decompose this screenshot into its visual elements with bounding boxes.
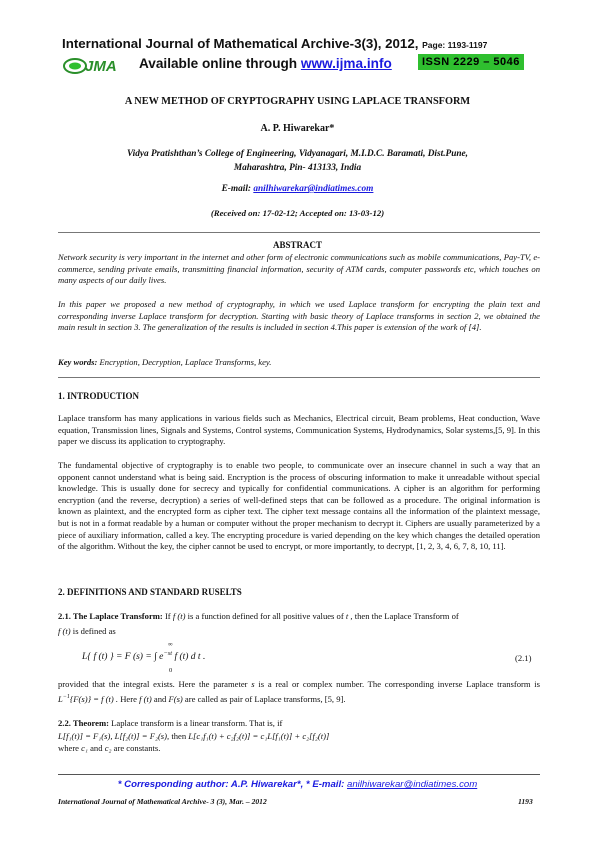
def-f-symbol-2: f (t) — [58, 626, 71, 636]
linearity-theorem — [58, 717, 540, 755]
email-link[interactable]: anilhiwarekar@indiatimes.com — [253, 184, 374, 194]
inverse-laplace-formula — [58, 694, 118, 704]
inv-and: and — [151, 693, 169, 704]
abstract-paragraph-1: Network security is very important in the internet and other form of electronic communications such as mobile communications, Pay-TV, e- commerce, sending private emails, transmitting financial information, security of ATM cards, computer passwords etc, which touches on many aspects of our daily lives. — [58, 252, 540, 286]
inv-f-symbol: f (t) — [139, 693, 152, 704]
def-text-c: , then the Laplace Transform of — [348, 611, 459, 621]
theorem-c2: c₂ — [104, 743, 112, 753]
journal-header — [62, 36, 542, 51]
theorem-and: and — [87, 743, 105, 753]
integral-lower-limit: 0 — [169, 667, 173, 674]
inv-text-c: Here — [118, 693, 140, 704]
divider-top — [58, 232, 540, 233]
footnote-divider — [58, 774, 540, 775]
inv-exp: −1 — [62, 694, 70, 700]
equation-2-1 — [82, 641, 206, 674]
theorem-text: Laplace transform is a linear transform. That is, if — [109, 718, 283, 728]
theorem-eq-1: L[f₁(t)] = F₁(s), L[f₂(t)] = F₂(s), — [58, 730, 170, 741]
author-affiliation — [0, 147, 595, 175]
def-text-d: is defined as — [70, 626, 116, 636]
affiliation-line-1: Vidya Pratishthan’s College of Engineering, Vidyanagari, M.I.D.C. Baramati, Dist.Pune, — [126, 149, 469, 159]
abstract-paragraph-2: In this paper we proposed a new method of cryptography, in which we used Laplace transform for encrypting the plain text and corresponding inverse Laplace transform for decryption. Starting with basic theory of Laplace transforms in section 2, we obtained the main result in section 3. The generalization of the results is included in section 4.This paper is extension of the work of [4]. — [58, 299, 540, 333]
journal-url-link[interactable]: www.ijma.info — [300, 56, 392, 71]
inv-L: L — [58, 693, 63, 704]
inv-text-a: provided that the integral exists. Here the parameter — [58, 679, 252, 689]
laplace-definition-label: 2.1. The Laplace Transform: — [58, 611, 163, 621]
definitions-heading: 2. DEFINITIONS AND STANDARD RUSELTS — [58, 587, 242, 597]
footnote-email-link[interactable]: anilhiwarekar@indiatimes.com — [346, 779, 478, 790]
abstract-heading: ABSTRACT — [272, 240, 322, 250]
equation-main: L{ f (t) } = F (s) = ∫ e — [82, 652, 164, 663]
equation-number: (2.1) — [515, 653, 532, 663]
ijma-logo — [62, 54, 138, 76]
footer-page-number: 1193 — [518, 797, 533, 806]
equation-end: f (t) d t . — [172, 652, 206, 663]
theorem-constants: are constants. — [111, 743, 161, 753]
def-t-symbol: t — [345, 611, 349, 621]
received-dates: (Received on: 17-02-12; Accepted on: 13-03-12) — [210, 208, 385, 218]
available-label: Available online through — [139, 56, 301, 71]
author-email — [0, 184, 595, 194]
integral-upper-limit: ∞ — [168, 641, 173, 648]
issn-badge: ISSN 2229 – 5046 — [418, 54, 524, 70]
availability-line — [62, 54, 542, 76]
laplace-definition — [58, 609, 540, 639]
footer-journal: International Journal of Mathematical Archive- 3 (3), Mar. – 2012 — [58, 797, 267, 806]
affiliation-line-2: Maharashtra, Pin- 413133, India — [233, 163, 362, 173]
def-text-b: is a function defined for all positive values of — [185, 611, 346, 621]
def-text-a: If — [162, 611, 173, 621]
intro-heading: 1. INTRODUCTION — [58, 391, 140, 401]
paper-author: A. P. Hiwarekar* — [260, 123, 335, 134]
paper-title: A NEW METHOD OF CRYPTOGRAPHY USING LAPLACE TRANSFORM — [124, 96, 471, 107]
inv-F-symbol: F(s) — [168, 693, 183, 704]
def-f-symbol: f (t) — [172, 611, 186, 621]
theorem-c1: c₁ — [81, 743, 88, 753]
theorem-label: 2.2. Theorem: — [58, 718, 109, 728]
theorem-where: where — [58, 743, 82, 753]
equation-exponent: −st — [163, 650, 173, 657]
journal-name: International Journal of Mathematical Archive-3(3), 2012, — [62, 36, 419, 51]
equation-body — [82, 652, 205, 662]
theorem-then: then — [169, 730, 189, 741]
inv-text-d: are called as pair of Laplace transforms, [5, 9]. — [182, 693, 346, 704]
keywords-text: Encryption, Decryption, Laplace Transforms, key. — [97, 357, 272, 367]
available-online — [139, 56, 392, 71]
page-range: Page: 1193-1197 — [422, 40, 488, 50]
divider-bottom — [58, 377, 540, 378]
inverse-laplace-text — [58, 678, 540, 706]
keywords-line — [58, 357, 540, 369]
intro-paragraph-1: Laplace transform has many applications in various fields such as Mechanics, Electrical circuit, Beam problems, Heat conduction, Wave equation, Transmission lines, Signals and Systems, Control systems, Communication Systems, Hydrodynamics, Solar systems,[5, 9]. In this paper we discuss its application to cryptography. — [58, 413, 540, 447]
inv-s-symbol: s — [251, 679, 255, 689]
logo-text: JMA — [85, 58, 117, 75]
footnote-label: * Corresponding author: A.P. Hiwarekar*, * E-mail: — [117, 779, 347, 790]
theorem-eq-2: L[c₁f₁(t) + c₂f₂(t)] = c₁L[f₁(t)] + c₂[f₂(t)] — [188, 730, 330, 741]
intro-paragraph-2: The fundamental objective of cryptography is to enable two people, to communicate over an insecure channel in such a way that an opponent cannot understand what is being said. Encryption is the process of obscuring information to make it unreadable without special knowledge. This is usually done for secrecy and typically for confidential communications. A cipher is an algorithm for performing encryption (and the reverse, decryption) a series of well-defined steps that can be followed as a procedure. The original information is known as plaintext, and the encrypted form as cipher text. The cipher text message contains all the information of the plaintext message, but is not in a format readable by a human or computer without the proper mechanism to decrypt it. Ciphers are usually parameterized by a piece of auxiliary information, called a key. The encrypting procedure is varied depending on the key which changes the detailed operation of the algorithm. Without the key, the cipher cannot be used to encrypt, or more importantly, to decrypt, [1, 2, 3, 4, 6, 7, 8, 10, 11]. — [58, 460, 540, 552]
email-label: E-mail: — [221, 184, 254, 194]
keywords-label: Key words: — [58, 357, 98, 367]
inv-rest: {F(s)} = f (t) . — [69, 693, 119, 704]
corresponding-author-note — [0, 779, 595, 790]
inv-text-b: is a real or complex number. The corresponding inverse Laplace transform is — [254, 679, 540, 689]
